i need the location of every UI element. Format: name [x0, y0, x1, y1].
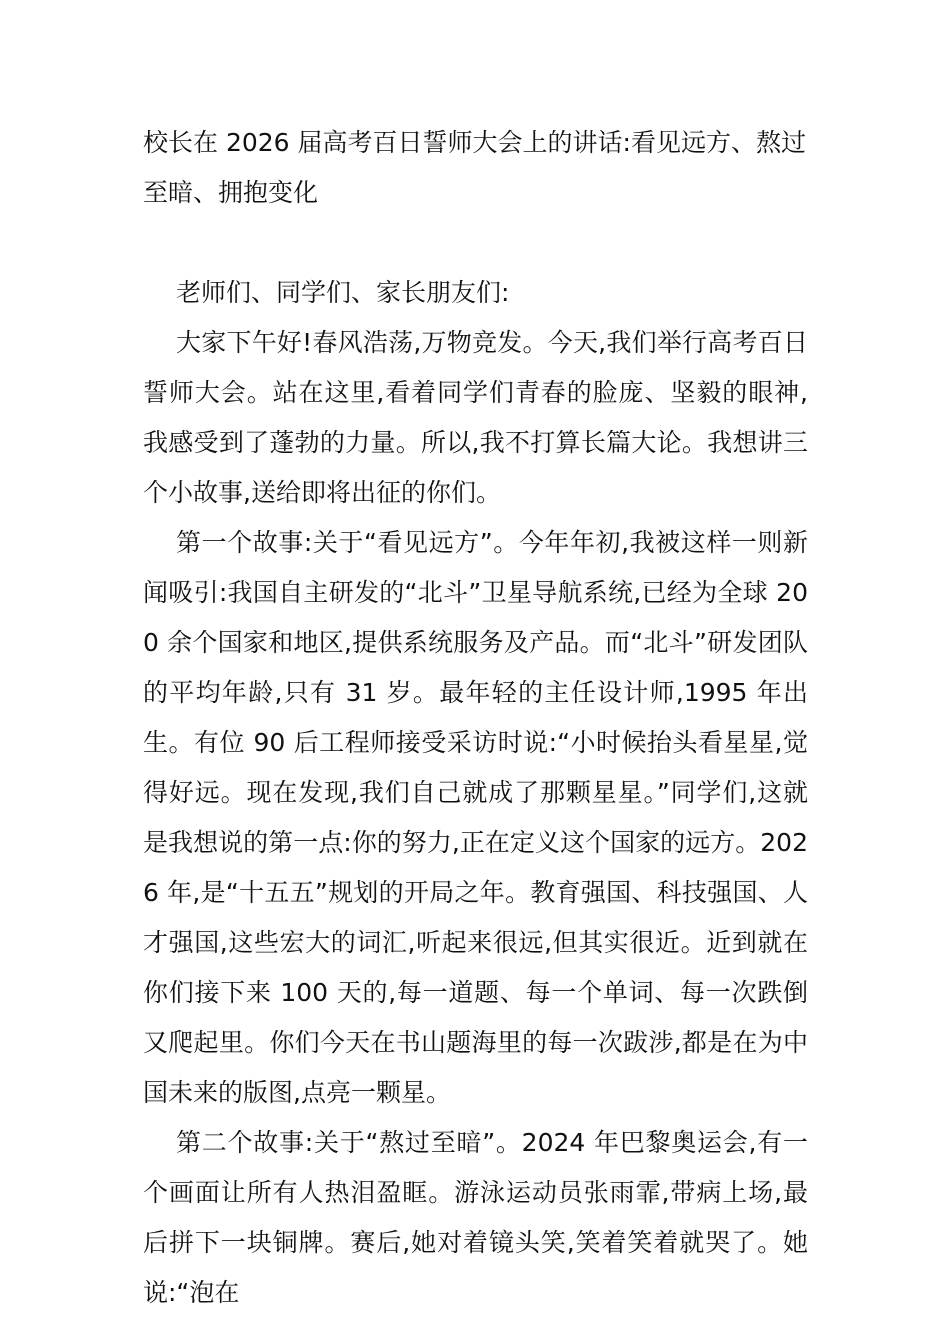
paragraph-story-one: 第一个故事:关于“看见远方”。今年年初,我被这样一则新闻吸引:我国自主研发的“北斗”卫星导航系统,已经为全球 200 余个国家和地区,提供系统服务及产品。而“北斗”研发团队的平均年龄,只有 31 岁。最年轻的主任设计师,1995 年出生。有位 90 后工程师接受采访时说:“小时候抬头看星星,觉得好远。现在发现,我们自己就成了那颗星星。”同学们,这就是我想说的第一点:你的努力,正在定义这个国家的远方。2026 年,是“十五五”规划的开局之年。教育强国、科技强国、人才强国,这些宏大的词汇,听起来很远,但其实很近。近到就在你们接下来 100 天的,每一道题、每一个单词、每一次跌倒又爬起里。你们今天在书山题海里的每一次跋涉,都是在为中国未来的版图,点亮一颗星。 — [143, 528, 808, 1107]
document-body — [143, 118, 808, 1318]
paragraph-story-two: 第二个故事:关于“熬过至暗”。2024 年巴黎奥运会,有一个画面让所有人热泪盈眶。游泳运动员张雨霏,带病上场,最后拼下一块铜牌。赛后,她对着镜头笑,笑着笑着就哭了。她说:“泡在 — [143, 1128, 808, 1307]
salutation: 老师们、同学们、家长朋友们: — [176, 278, 510, 307]
paragraph-opening: 大家下午好!春风浩荡,万物竞发。今天,我们举行高考百日誓师大会。站在这里,看着同学们青春的脸庞、坚毅的眼神,我感受到了蓬勃的力量。所以,我不打算长篇大论。我想讲三个小故事,送给即将出征的你们。 — [143, 328, 808, 507]
document-title: 校长在 2026 届高考百日誓师大会上的讲话:看见远方、熬过至暗、拥抱变化 — [143, 128, 806, 207]
title-spacing — [143, 218, 808, 268]
